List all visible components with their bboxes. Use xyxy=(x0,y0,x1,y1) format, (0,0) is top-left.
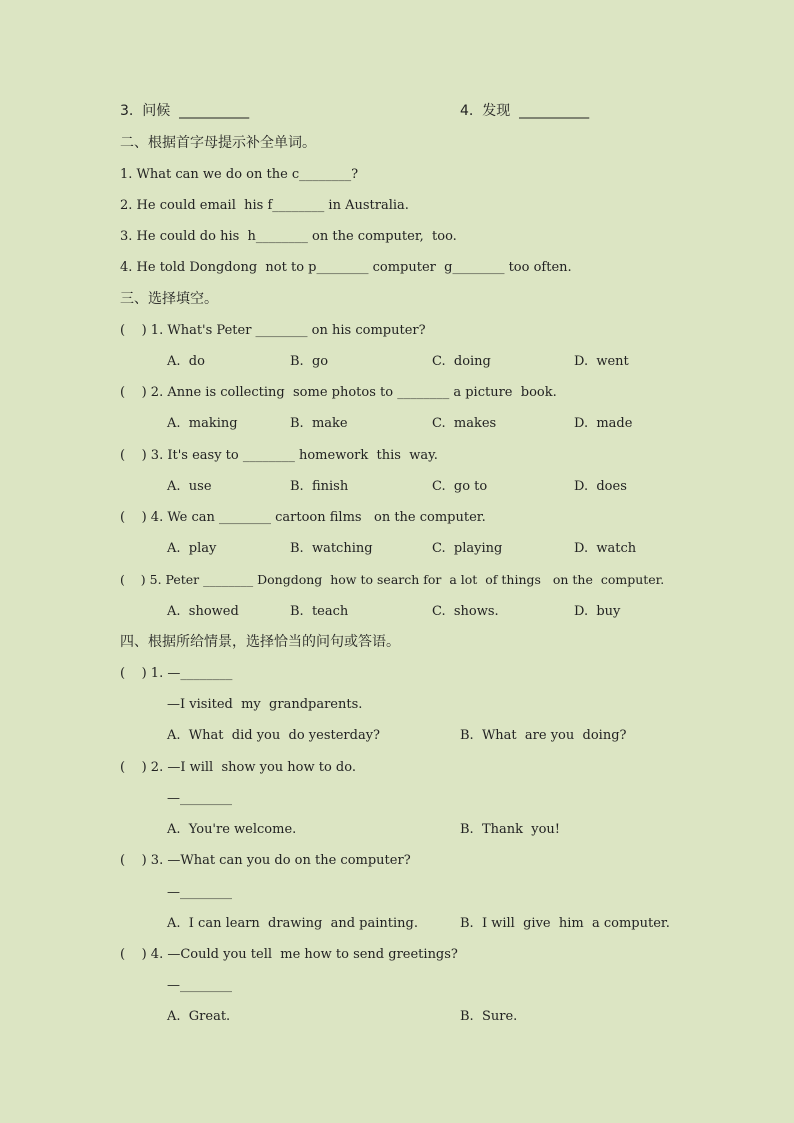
mc-question-5: ( ) 5. Peter ________ Dongdong how to search for a lot of things on the computer. xyxy=(120,572,665,587)
mc-q4-option-b: B. watching xyxy=(290,541,373,556)
fill-item-1: 1. What can we do on the c________? xyxy=(120,167,359,182)
dialog-q4-option-a: A. Great. xyxy=(167,1009,231,1024)
mc-q1-option-a: A. do xyxy=(167,354,205,369)
vocab-item-3: 3. 问候 __________ xyxy=(120,103,250,119)
dialog-q3-option-b: B. I will give him a computer. xyxy=(460,916,670,931)
fill-item-2: 2. He could email his f________ in Australia. xyxy=(120,198,409,213)
mc-question-1: ( ) 1. What's Peter ________ on his computer? xyxy=(120,323,426,338)
mc-q2-option-a: A. making xyxy=(167,416,238,431)
mc-q5-option-b: B. teach xyxy=(290,604,349,619)
mc-q2-option-d: D. made xyxy=(574,416,633,431)
mc-q2-option-b: B. make xyxy=(290,416,348,431)
mc-q4-option-d: D. watch xyxy=(574,541,637,556)
mc-q4-option-c: C. playing xyxy=(432,541,503,556)
mc-q5-option-d: D. buy xyxy=(574,604,621,619)
mc-q2-option-c: C. makes xyxy=(432,416,497,431)
mc-q3-option-c: C. go to xyxy=(432,479,488,494)
mc-question-3: ( ) 3. It's easy to ________ homework this way. xyxy=(120,448,438,463)
vocab-item-4: 4. 发现 __________ xyxy=(460,103,590,119)
dialog-q1-line2: —I visited my grandparents. xyxy=(167,697,363,712)
dialog-q3-line1: ( ) 3. —What can you do on the computer? xyxy=(120,853,411,868)
dialog-q2-line2: —________ xyxy=(167,791,232,806)
dialog-q1-option-b: B. What are you doing? xyxy=(460,728,627,743)
mc-q1-option-c: C. doing xyxy=(432,354,491,369)
mc-q3-option-b: B. finish xyxy=(290,479,349,494)
mc-q1-option-d: D. went xyxy=(574,354,629,369)
mc-question-4: ( ) 4. We can ________ cartoon films on the computer. xyxy=(120,510,486,525)
dialog-q1-line1: ( ) 1. —________ xyxy=(120,666,233,681)
fill-item-4: 4. He told Dongdong not to p________ computer g________ too often. xyxy=(120,260,572,275)
mc-q1-option-b: B. go xyxy=(290,354,329,369)
dialog-q2-option-b: B. Thank you! xyxy=(460,822,561,837)
dialog-q3-line2: —________ xyxy=(167,885,232,900)
dialog-q4-line2: —________ xyxy=(167,978,232,993)
dialog-q1-option-a: A. What did you do yesterday? xyxy=(167,728,381,743)
fill-item-3: 3. He could do his h________ on the computer, too. xyxy=(120,229,457,244)
mc-q3-option-d: D. does xyxy=(574,479,627,494)
mc-q4-option-a: A. play xyxy=(167,541,217,556)
mc-q5-option-a: A. showed xyxy=(167,604,239,619)
section-4-heading: 四、根据所给情景，选择恰当的问句或答语。 xyxy=(120,634,400,650)
dialog-q4-line1: ( ) 4. —Could you tell me how to send greetings? xyxy=(120,947,458,962)
mc-q3-option-a: A. use xyxy=(167,479,212,494)
mc-question-2: ( ) 2. Anne is collecting some photos to ________ a picture book. xyxy=(120,385,557,400)
dialog-q3-option-a: A. I can learn drawing and painting. xyxy=(167,916,418,931)
section-2-heading: 二、根据首字母提示补全单词。 xyxy=(120,135,316,151)
dialog-q2-option-a: A. You're welcome. xyxy=(167,822,297,837)
dialog-q2-line1: ( ) 2. —I will show you how to do. xyxy=(120,760,356,775)
section-3-heading: 三、选择填空。 xyxy=(120,291,218,307)
mc-q5-option-c: C. shows. xyxy=(432,604,499,619)
dialog-q4-option-b: B. Sure. xyxy=(460,1009,518,1024)
